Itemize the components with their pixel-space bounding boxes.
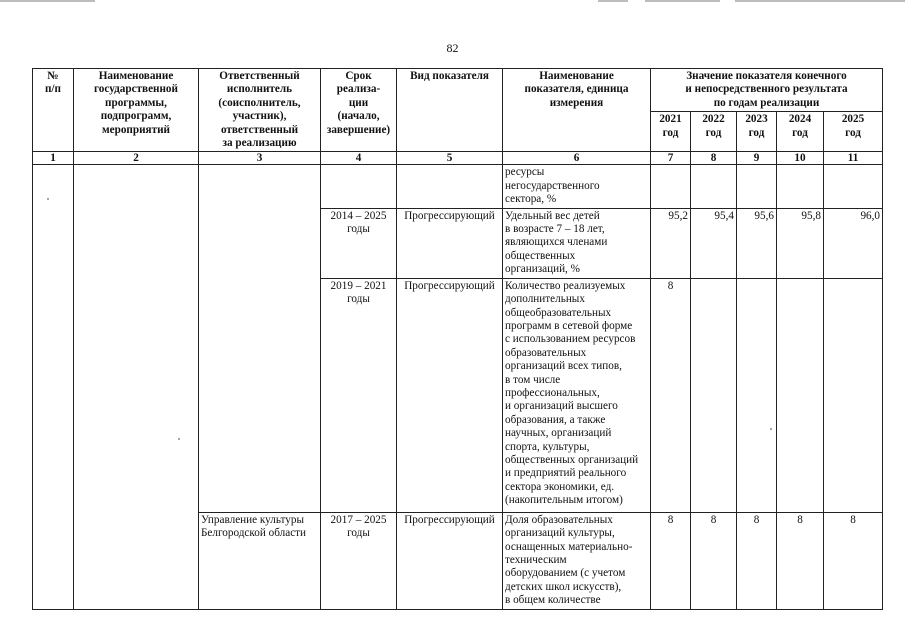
header-indicator-type: Вид показателя [397, 69, 503, 152]
scan-edge-line [598, 0, 628, 2]
cell-value [824, 165, 883, 208]
table-row [33, 165, 883, 208]
cell-value [777, 278, 824, 512]
column-numbers-row [33, 152, 883, 165]
cell-term [321, 165, 397, 208]
cell-indicator-type: Прогрессирующий [397, 512, 503, 609]
cell-executor: Управление культуры Белгородской области [199, 512, 321, 609]
scan-speck [770, 428, 772, 430]
column-number: 9 [737, 152, 777, 165]
column-number: 10 [777, 152, 824, 165]
cell-program [74, 165, 199, 609]
cell-executor [199, 165, 321, 512]
cell-value: 8 [691, 512, 737, 609]
cell-value: 95,2 [651, 208, 691, 278]
scan-speck [178, 438, 180, 440]
header-indicator-name: Наименование показателя, единица измерения [503, 69, 651, 152]
column-number: 3 [199, 152, 321, 165]
column-number: 7 [651, 152, 691, 165]
cell-value: 95,4 [691, 208, 737, 278]
header-program: Наименование государственной программы, подпрограмм, мероприятий [74, 69, 199, 152]
cell-value [737, 165, 777, 208]
cell-number [33, 165, 74, 609]
cell-indicator-type [397, 165, 503, 208]
cell-value: 95,8 [777, 208, 824, 278]
cell-term: 2019 – 2021 годы [321, 278, 397, 512]
cell-term: 2014 – 2025 годы [321, 208, 397, 278]
cell-value [691, 278, 737, 512]
cell-indicator-name: ресурсы негосударственного сектора, % [503, 165, 651, 208]
column-number: 5 [397, 152, 503, 165]
column-number: 8 [691, 152, 737, 165]
cell-indicator-type: Прогрессирующий [397, 208, 503, 278]
cell-value: 8 [737, 512, 777, 609]
column-number: 11 [824, 152, 883, 165]
scan-edge-line [735, 0, 905, 2]
cell-value: 96,0 [824, 208, 883, 278]
column-number: 2 [74, 152, 199, 165]
column-number: 4 [321, 152, 397, 165]
scan-edge-line [645, 0, 720, 2]
cell-value: 95,6 [737, 208, 777, 278]
header-year: 2021 год [651, 112, 691, 152]
cell-indicator-type: Прогрессирующий [397, 278, 503, 512]
column-number: 1 [33, 152, 74, 165]
cell-value [691, 165, 737, 208]
header-row [33, 69, 883, 112]
cell-value [737, 278, 777, 512]
cell-indicator-name: Количество реализуемых дополнительных общеобразовательных программ в сетевой форме с использованием ресурсов образовательных организаций всех типов, в том числе профессиональных, и организаций высшего образования, а также научных, организаций спорта, культуры, общественных организаций и предприятий реального сектора экономики, ед. (накопительным итогом) [503, 278, 651, 512]
cell-value [777, 165, 824, 208]
header-number: № п/п [33, 69, 74, 152]
cell-value: 8 [651, 512, 691, 609]
cell-value [824, 278, 883, 512]
indicators-table [32, 68, 883, 610]
cell-indicator-name: Удельный вес детей в возрасте 7 – 18 лет, являющихся членами общественных организаций, % [503, 208, 651, 278]
scan-speck [47, 198, 49, 200]
header-year: 2022 год [691, 112, 737, 152]
cell-value: 8 [651, 278, 691, 512]
cell-term: 2017 – 2025 годы [321, 512, 397, 609]
cell-indicator-name: Доля образовательных организаций культуры, оснащенных материально- техническим оборудованием (с учетом детских школ искусств), в общем количестве [503, 512, 651, 609]
header-year: 2023 год [737, 112, 777, 152]
column-number: 6 [503, 152, 651, 165]
header-executor: Ответственный исполнитель (соисполнитель, участник), ответственный за реализацию [199, 69, 321, 152]
cell-value: 8 [777, 512, 824, 609]
header-values-group: Значение показателя конечного и непосредственного результата по годам реализации [651, 69, 883, 112]
cell-value: 8 [824, 512, 883, 609]
header-year: 2025 год [824, 112, 883, 152]
scan-edge-line [0, 0, 95, 2]
page-number: 82 [446, 41, 459, 55]
cell-value [651, 165, 691, 208]
header-year: 2024 год [777, 112, 824, 152]
header-term: Срок реализа- ции (начало, завершение) [321, 69, 397, 152]
